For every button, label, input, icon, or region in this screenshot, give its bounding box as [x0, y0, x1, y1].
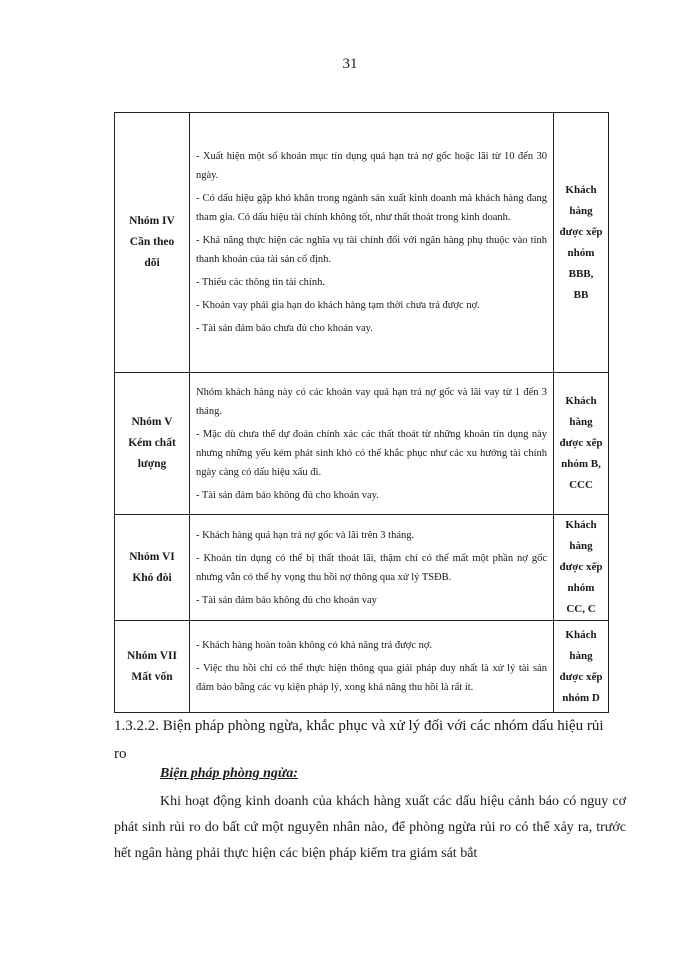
- sign-item: - Thiếu các thông tin tài chính.: [196, 277, 325, 288]
- rating-line: BB: [573, 288, 589, 301]
- sign-item: - Khoản vay phải gia hạn do khách hàng tạm thời chưa trả được nợ.: [196, 300, 480, 311]
- group-name-line: Kém chất: [128, 437, 176, 449]
- signs-cell: [190, 373, 554, 515]
- group-name-cell: [115, 373, 190, 515]
- rating-cell: [554, 373, 609, 515]
- group-name-line: Mất vốn: [131, 670, 173, 683]
- page-number: 31: [342, 56, 358, 72]
- rating-line: Khách hàng: [565, 628, 597, 662]
- signs-cell: [190, 113, 554, 373]
- rating-line: Khách hàng: [565, 519, 597, 552]
- sign-item: - Tài sản đảm bảo không đủ cho khoản vay.: [196, 489, 379, 501]
- group-name-cell: [115, 621, 190, 713]
- group-name-line: Nhóm VII: [127, 649, 177, 662]
- sign-item: - Khách hàng quá hạn trả nợ gốc và lãi trên 3 tháng.: [196, 529, 415, 541]
- table-row: [115, 621, 609, 713]
- sign-item: - Có dấu hiệu gặp khó khăn trong ngành sản xuất kinh doanh mà khách hàng đang tham gia. Có dấu hiệu tài chính không tốt, như thất thoát trong kinh doanh.: [196, 193, 547, 223]
- sign-item: - Tài sản đảm bảo không đủ cho khoản vay: [196, 594, 377, 606]
- group-name-line: Cần theo: [129, 236, 175, 248]
- sign-item: - Xuất hiện một số khoản mục tín dụng quá hạn trả nợ gốc hoặc lãi từ 10 đến 30 ngày.: [196, 151, 547, 181]
- rating-line: được xếp: [559, 670, 603, 683]
- subsection-heading: Biện pháp phòng ngừa:: [160, 766, 298, 781]
- rating-cell: [554, 113, 609, 373]
- sign-item: - Khoản tín dụng có thể bị thất thoát lãi, thậm chí có thể mất một phần nợ gốc nhưng vẫn có thể hy vọng thu hồi nợ thông qua xử lý TSĐB.: [196, 552, 547, 583]
- table-row: [115, 373, 609, 515]
- group-name-line: Nhóm IV: [129, 215, 175, 227]
- rating-line: được xếp: [559, 225, 603, 238]
- group-name-line: Nhóm V: [131, 416, 173, 428]
- rating-line: CCC: [569, 479, 593, 491]
- rating-line: nhóm D: [562, 691, 600, 704]
- group-name-line: Nhóm VI: [129, 550, 175, 563]
- rating-cell: [554, 515, 609, 621]
- sign-item: - Tài sản đảm bảo chưa đủ cho khoản vay.: [196, 323, 373, 334]
- rating-line: nhóm B,: [561, 458, 601, 470]
- rating-line: Khách hàng: [565, 183, 597, 217]
- sign-item: - Khách hàng hoàn toàn không có khả năng trả được nợ.: [196, 640, 433, 651]
- rating-line: nhóm CC, C: [566, 582, 596, 615]
- sign-item: - Việc thu hồi chỉ có thể thực hiện thông qua giải pháp duy nhất là xử lý tài sản đảm bảo bằng các vụ kiện pháp lý, xong khả năng thu hồi là rất ít.: [196, 663, 547, 693]
- rating-line: được xếp: [559, 437, 603, 449]
- risk-group-table: [114, 112, 609, 713]
- table-row: [115, 113, 609, 373]
- body-paragraph: Khi hoạt động kinh doanh của khách hàng xuất các dấu hiệu cảnh báo có nguy cơ phát sinh rủi ro do bất cứ một nguyên nhân nào, để phòng ngừa rủi ro có thể xảy ra, trước hết ngân hàng phải thực hiện các biện pháp kiểm tra giám sát bắt: [114, 794, 626, 861]
- signs-cell: [190, 515, 554, 621]
- signs-cell: [190, 621, 554, 713]
- section-heading: 1.3.2.2. Biện pháp phòng ngừa, khắc phục và xử lý đối với các nhóm dấu hiệu rủi ro: [114, 718, 604, 762]
- group-name-cell: [115, 113, 190, 373]
- group-name-line: dõi: [144, 257, 160, 269]
- rating-line: được xếp: [559, 561, 603, 573]
- sign-item: - Mặc dù chưa thể dự đoán chính xác các thất thoát từ những khoản tín dụng này nhưng những yếu kém phát sinh khó có thể khắc phục như các xu hướng tài chính ngày càng có dấu hiệu xấu đi.: [196, 428, 547, 478]
- group-name-line: Khó đòi: [132, 571, 172, 584]
- group-name-cell: [115, 515, 190, 621]
- rating-cell: [554, 621, 609, 713]
- table-row: [115, 515, 609, 621]
- sign-item: - Khả năng thực hiện các nghĩa vụ tài chính đối với ngân hàng phụ thuộc vào tính thanh khoản của tài sản cố định.: [196, 235, 547, 265]
- rating-line: Khách hàng: [565, 395, 597, 428]
- group-name-line: lượng: [137, 458, 167, 470]
- rating-line: nhóm BBB,: [567, 246, 595, 280]
- sign-item: Nhóm khách hàng này có các khoản vay quá hạn trả nợ gốc và lãi vay từ 1 đến 3 tháng.: [196, 386, 547, 417]
